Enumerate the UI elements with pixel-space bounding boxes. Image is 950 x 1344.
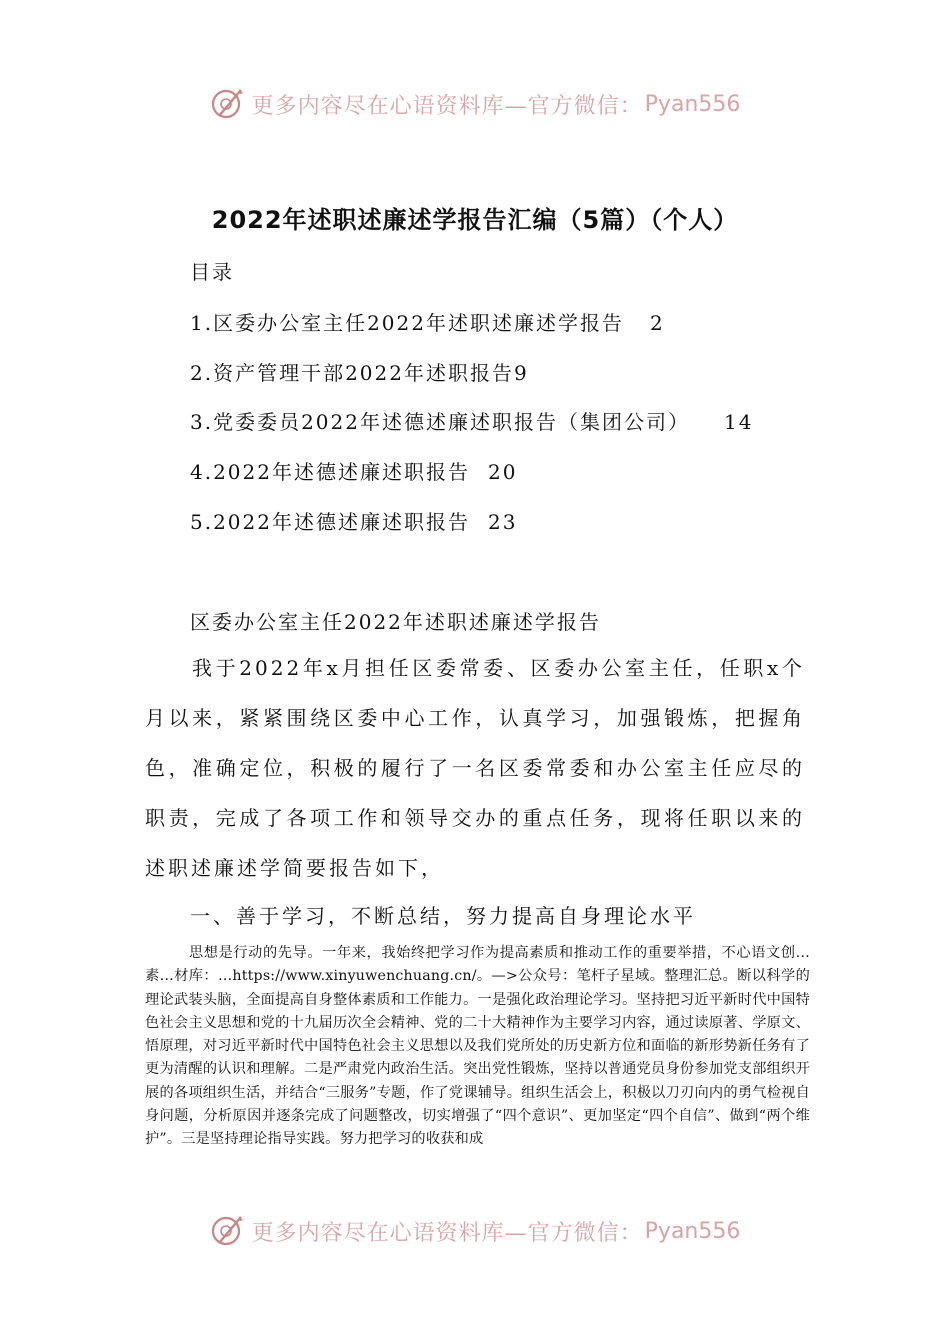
watermark-id: Pyan556 [644,91,741,117]
section-title: 区委办公室主任2022年述职述廉述学报告 [190,610,601,634]
toc-item-label: 5.2022年述德述廉述职报告 [190,510,470,534]
toc-item-label: 2.资产管理干部2022年述职报告 [190,361,514,385]
toc-item-3[interactable] [190,406,753,435]
toc-item-1[interactable] [190,307,665,336]
toc-item-page: 2 [649,311,665,335]
intro-paragraph: 我于2022年x月担任区委常委、区委办公室主任，任职x个月以来，紧紧围绕区委中心工作，认真学习，加强锻炼，把握角色，准确定位，积极的履行了一名区委常委和办公室主任应尽的职责，完成了各项工作和领导交办的重点任务，现将任职以来的述职述廉述学简要报告如下， [145,656,805,880]
toc-item-page: 9 [513,361,529,385]
toc-item-page: 20 [487,460,518,484]
pen-logo-icon [210,86,246,122]
document-title: 2022年述职述廉述学报告汇编（5篇）（个人） [211,206,739,234]
toc-item-label: 4.2022年述德述廉述职报告 [190,460,470,484]
toc-item-label: 1.区委办公室主任2022年述职述廉述学报告 [190,311,624,335]
pen-logo-icon [210,1213,246,1249]
toc-item-4[interactable] [190,456,517,485]
toc-heading: 目录 [190,260,234,284]
toc-item-2[interactable] [190,357,529,386]
watermark-id: Pyan556 [644,1218,741,1244]
watermark-text: 更多内容尽在心语资料库—官方微信： [251,93,643,119]
watermark-text: 更多内容尽在心语资料库—官方微信： [251,1220,643,1246]
toc-item-page: 23 [487,510,518,534]
watermark-banner-bottom [0,1211,950,1251]
toc-item-5[interactable] [190,506,517,535]
toc-item-label: 3.党委委员2022年述德述廉述职报告（集团公司） [190,410,690,434]
section-heading-1: 一、善于学习，不断总结，努力提高自身理论水平 [190,904,696,928]
watermark-banner-top [0,84,950,124]
body-paragraph: 思想是行动的先导。一年来，我始终把学习作为提高素质和推动工作的重要举措，不心语文创…素…材库：…https://www.xinyuwenchuang.cn/。—>公众号：笔杆子星域。整理汇总。断以科学的理论武装头脑，全面提高自身整体素质和工作能力。一是强化政治理论学习。坚持把习近平新时代中国特色社会主义思想和党的十九届历次全会精神、党的二十大精神作为主要学习内容，通过读原著、学原文、悟原理，对习近平新时代中国特色社会主义思想以及我们党所处的历史新方位和面临的新形势新任务有了更为清醒的认识和理解。二是严肃党内政治生活。突出党性锻炼，坚持以普通党员身份参加党支部组织开展的各项组织生活，并结合“三服务”专题，作了党课辅导。组织生活会上，积极以刀刃向内的勇气检视自身问题，分析原因并逐条完成了问题整改，切实增强了“四个意识”、更加坚定“四个自信”、做到“两个维护”。三是坚持理论指导实践。努力把学习的收获和成 [145,945,810,1148]
toc-item-page: 14 [723,410,754,434]
